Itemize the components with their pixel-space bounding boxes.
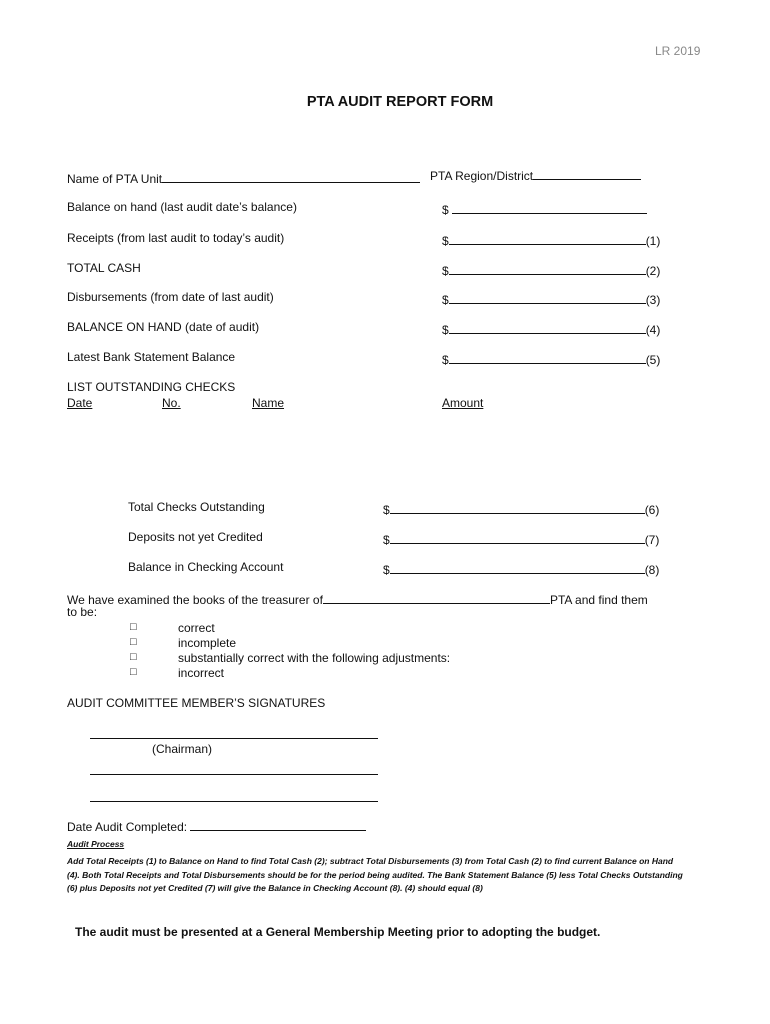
examined-row	[67, 591, 648, 607]
ref-5: (5)	[645, 353, 661, 367]
balance-last-row	[442, 201, 647, 217]
deposits-label: Deposits not yet Credited	[128, 530, 263, 544]
balance-audit-label: BALANCE ON HAND (date of audit)	[67, 320, 260, 334]
col-no: No.	[162, 396, 181, 410]
date-completed-row	[67, 818, 366, 834]
signature-line-2[interactable]	[90, 774, 378, 775]
balance-checking-row	[383, 561, 659, 577]
bank-statement-row	[442, 351, 660, 367]
signatures-heading: AUDIT COMMITTEE MEMBER’S SIGNATURES	[67, 696, 326, 710]
ref-4: (4)	[645, 323, 661, 337]
balance-checking-label: Balance in Checking Account	[128, 560, 284, 574]
chairman-label: (Chairman)	[152, 742, 213, 756]
receipts-label: Receipts (from last audit to today’s audit)	[67, 231, 285, 245]
disbursements-field[interactable]	[449, 291, 646, 304]
form-code: LR 2019	[655, 44, 701, 58]
dollar-sign: $	[442, 234, 449, 248]
dollar-sign: $	[442, 293, 449, 307]
treasurer-unit-field[interactable]	[323, 591, 550, 604]
option-correct: correct	[178, 621, 215, 635]
deposits-field[interactable]	[390, 531, 645, 544]
unit-name-label: Name of PTA Unit	[67, 172, 163, 186]
checkbox-substantially-correct[interactable]: □	[130, 651, 137, 663]
dollar-sign: $	[383, 563, 390, 577]
col-amount: Amount	[442, 396, 484, 410]
receipts-row	[442, 232, 660, 248]
col-date: Date	[67, 396, 93, 410]
bank-statement-label: Latest Bank Statement Balance	[67, 350, 236, 364]
dollar-sign: $	[442, 264, 449, 278]
region-label: PTA Region/District	[430, 169, 534, 183]
total-checks-label: Total Checks Outstanding	[128, 500, 265, 514]
signature-line-1[interactable]	[90, 738, 378, 739]
page-title: PTA AUDIT REPORT FORM	[306, 94, 494, 110]
dollar-sign: $	[442, 203, 449, 217]
balance-audit-row	[442, 321, 660, 337]
option-incorrect: incorrect	[178, 666, 225, 680]
checkbox-correct[interactable]: □	[130, 621, 137, 633]
examined-text: We have examined the books of the treasurer of	[67, 593, 323, 607]
option-incomplete: incomplete	[178, 636, 237, 650]
ref-6: (6)	[644, 503, 660, 517]
unit-name-row	[67, 170, 420, 186]
region-row	[430, 167, 641, 183]
examined-text-end: PTA and find them	[549, 593, 648, 607]
bank-statement-field[interactable]	[449, 351, 646, 364]
unit-name-field[interactable]	[162, 170, 420, 183]
deposits-row	[383, 531, 659, 547]
total-cash-row	[442, 262, 660, 278]
dollar-sign: $	[442, 353, 449, 367]
ref-7: (7)	[644, 533, 660, 547]
receipts-field[interactable]	[449, 232, 646, 245]
checks-heading: LIST OUTSTANDING CHECKS	[67, 380, 236, 394]
ref-1: (1)	[645, 234, 661, 248]
total-cash-label: TOTAL CASH	[67, 261, 141, 275]
balance-audit-field[interactable]	[449, 321, 646, 334]
total-checks-field[interactable]	[390, 501, 645, 514]
balance-last-label: Balance on hand (last audit date’s balance)	[67, 200, 297, 214]
region-field[interactable]	[533, 167, 641, 180]
total-checks-row	[383, 501, 659, 517]
examined-to-be: to be:	[67, 605, 98, 619]
dollar-sign: $	[442, 323, 449, 337]
ref-2: (2)	[645, 264, 661, 278]
balance-last-field[interactable]	[452, 201, 647, 214]
col-name: Name	[252, 396, 285, 410]
checkbox-incorrect[interactable]: □	[130, 666, 137, 678]
checkbox-incomplete[interactable]: □	[130, 636, 137, 648]
date-completed-label: Date Audit Completed:	[67, 820, 188, 834]
disbursements-row	[442, 291, 660, 307]
disbursements-label: Disbursements (from date of last audit)	[67, 290, 274, 304]
date-completed-field[interactable]	[190, 818, 366, 831]
ref-8: (8)	[644, 563, 660, 577]
audit-process-heading: Audit Process	[67, 839, 125, 849]
dollar-sign: $	[383, 533, 390, 547]
footer-note: The audit must be presented at a General Membership Meeting prior to adopting the budget.	[75, 925, 601, 939]
audit-process-text: Add Total Receipts (1) to Balance on Hand to find Total Cash (2); subtract Total Disbursements (3) from Total Cash (2) to find current Balance on Hand (4). Both Total Receipts and Total Disbursements should be for the period being audited. The Bank Statement Balance (5) less Total Checks Outstanding (6) plus Deposits not yet Credited (7) will give the Balance in Checking Account (8). (4) should equal (8)	[67, 856, 683, 893]
ref-3: (3)	[645, 293, 661, 307]
balance-checking-field[interactable]	[390, 561, 645, 574]
dollar-sign: $	[383, 503, 390, 517]
option-substantially-correct: substantially correct with the following adjustments:	[178, 651, 451, 665]
total-cash-field[interactable]	[449, 262, 646, 275]
signature-line-3[interactable]	[90, 801, 378, 802]
